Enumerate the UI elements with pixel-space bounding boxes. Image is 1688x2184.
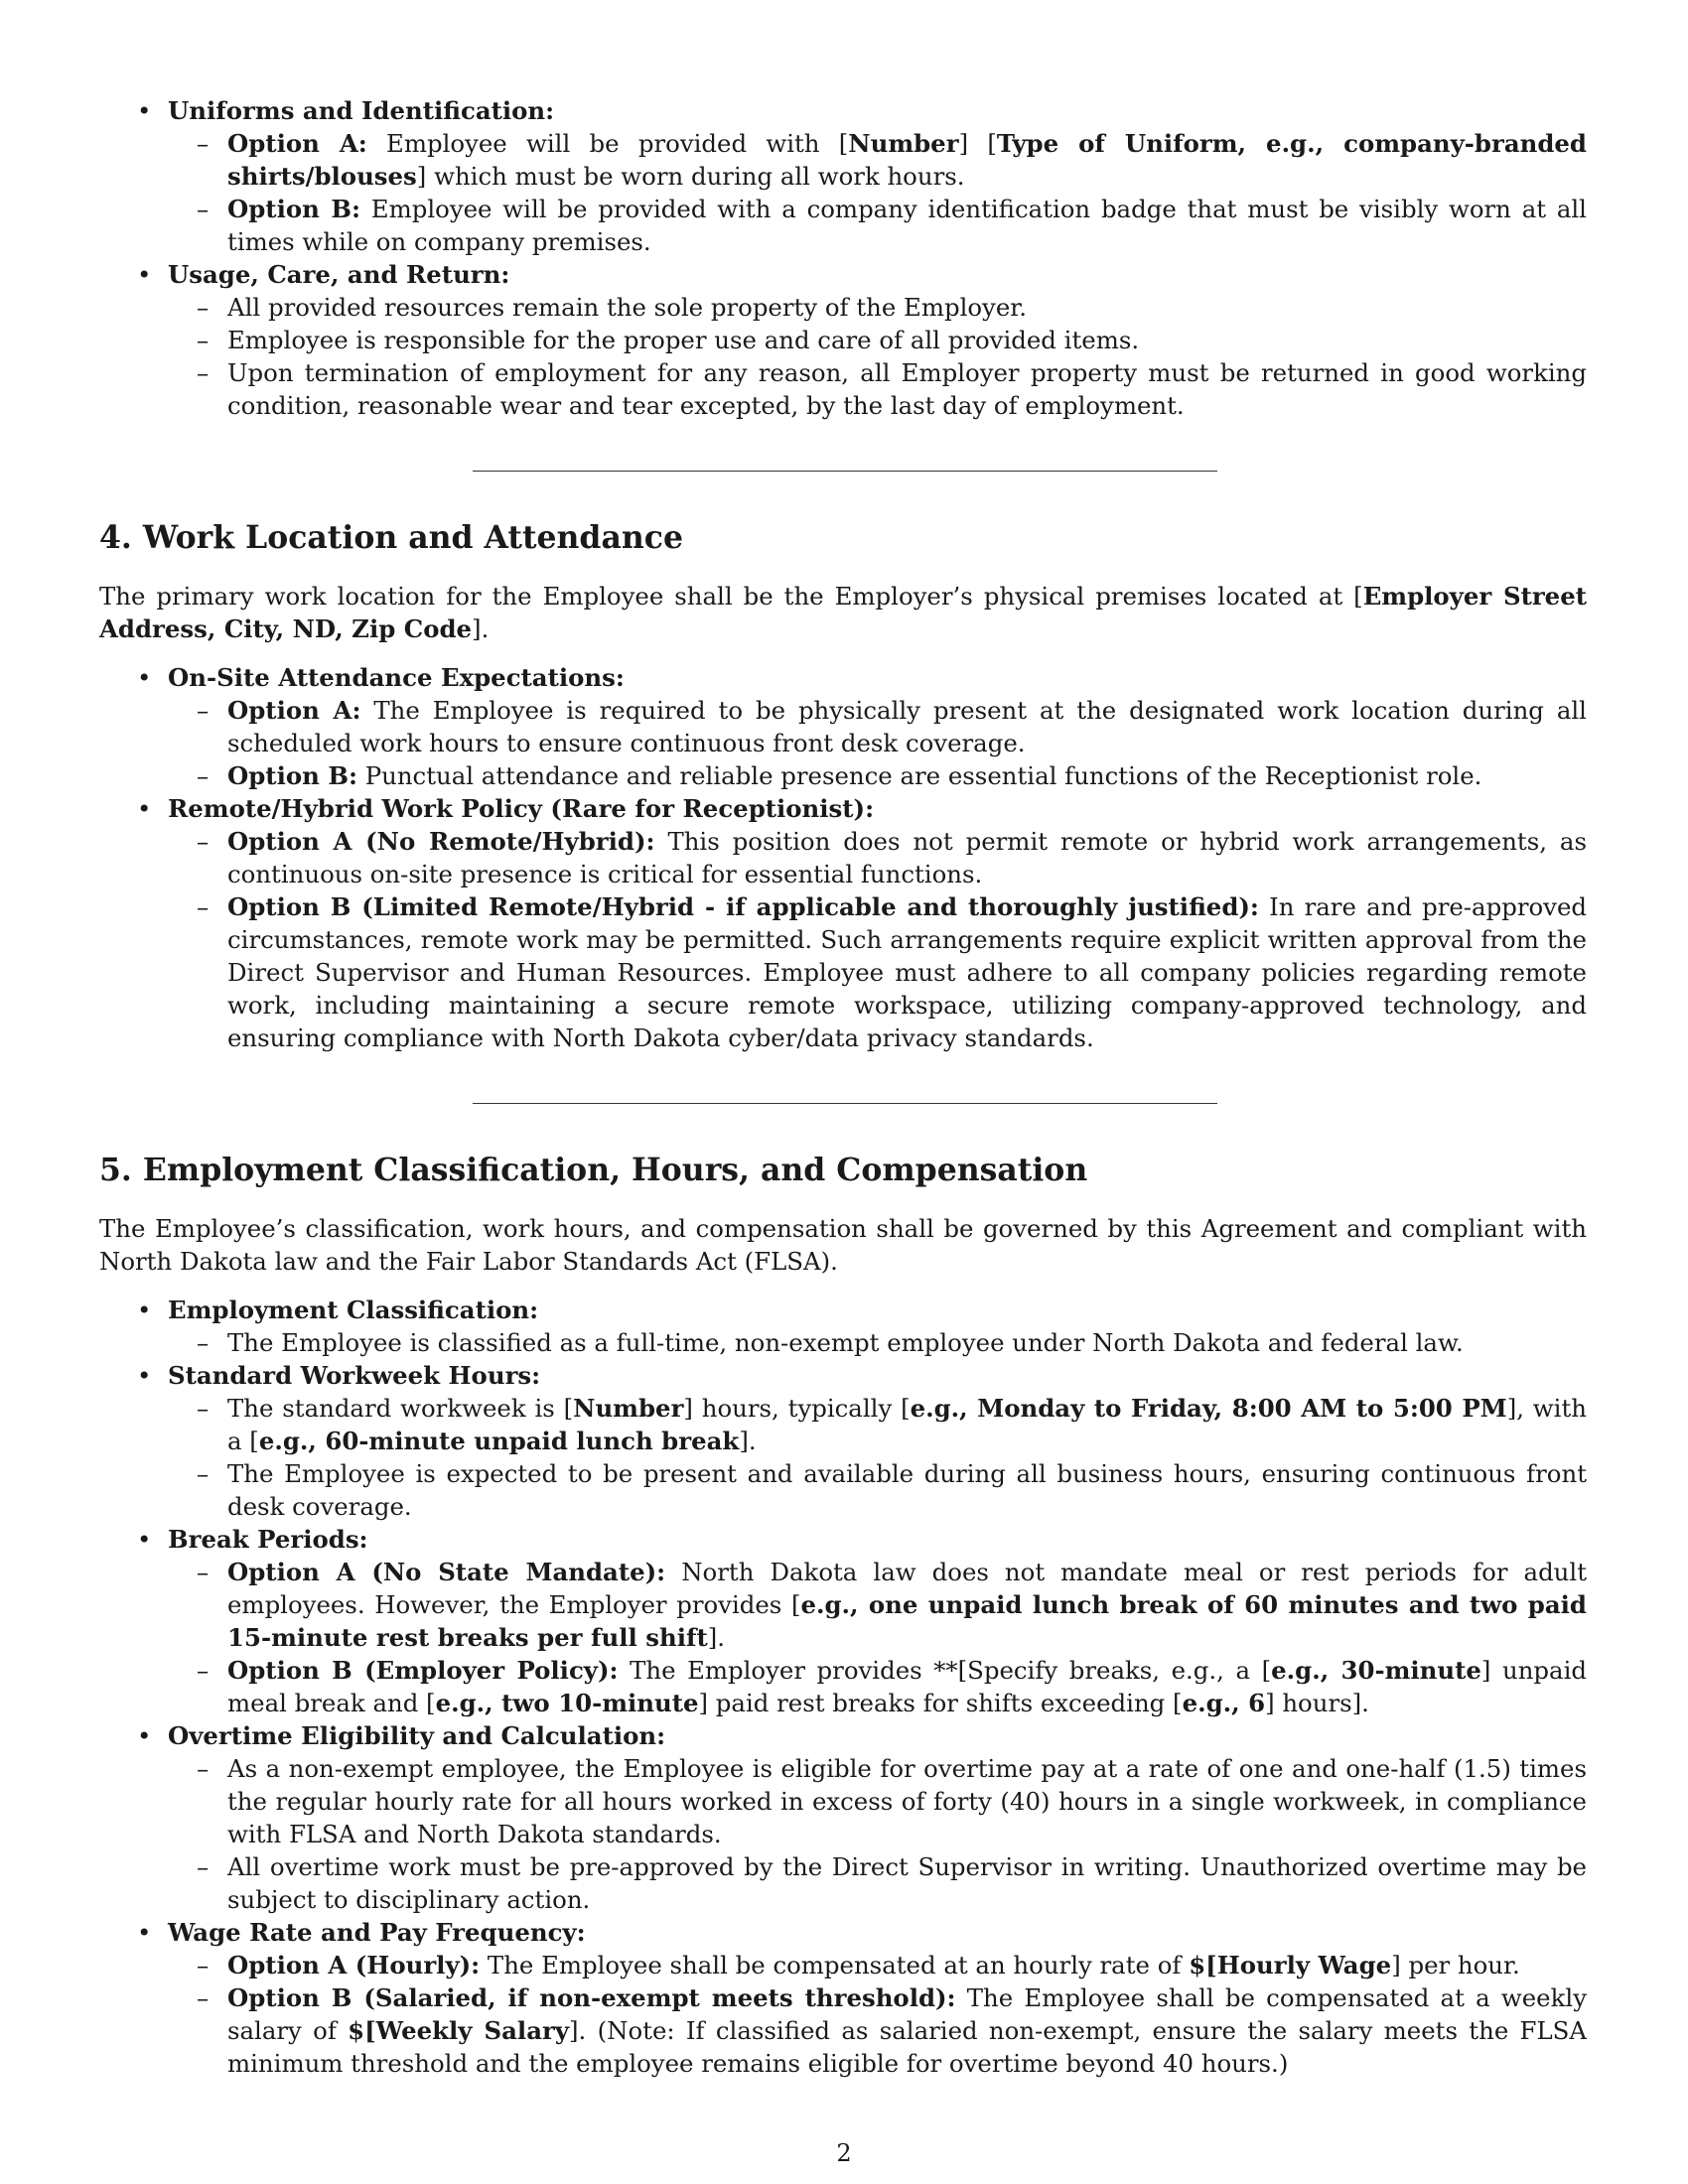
usage-label: Usage, Care, and Return: (168, 260, 510, 289)
remote-label: Remote/Hybrid Work Policy (Rare for Receptionist): (168, 794, 875, 823)
section4-list (99, 661, 1587, 1054)
breaks-option-b: – Option B (Employer Policy): The Employer provides **[Specify breaks, e.g., a [e.g., 30-minute] unpaid meal break and [e.g., two 10-minute] paid rest breaks for shifts exceeding [e.g., 6] hours]. (168, 1654, 1587, 1719)
document-page (99, 94, 1587, 2080)
wage-item: • Wage Rate and Pay Frequency: – Option A (Hourly): The Employee shall be compensated at an hourly rate of $[Hourly Wage] per hour. – Option B (Salaried, if non-exempt meets threshold): The Employee shall be compensated at a weekly salary of $[Weekly Salary]. (Note: If classified as salaried non-exempt, ensure the salary meets the FLSA minimum threshold and the employee remains eligible for overtime beyond 40 hours.) (99, 1916, 1587, 2080)
uniforms-item (99, 94, 1587, 258)
remote-item (99, 792, 1587, 1054)
workweek-point: – The Employee is expected to be present and available during all business hours, ensuring continuous front desk coverage. (168, 1457, 1587, 1523)
section-divider (473, 1103, 1217, 1104)
overtime-item: • Overtime Eligibility and Calculation: – As a non-exempt employee, the Employee is eligible for overtime pay at a rate of one and one-half (1.5) times the regular hourly rate for all hours worked in excess of forty (40) hours in a single workweek, in compliance with FLSA and North Dakota standards. – All overtime work must be pre-approved by the Direct Supervisor in writing. Unauthorized overtime may be subject to disciplinary action. (99, 1719, 1587, 1916)
uniforms-option-b: – Option B: Employee will be provided with a company identification badge that must be visibly worn at all times while on company premises. (168, 193, 1587, 258)
section5-list (99, 1294, 1587, 2080)
section4-heading: 4. Work Location and Attendance (99, 519, 683, 556)
workweek-item: • Standard Workweek Hours: – The standard workweek is [Number] hours, typically [e.g., Monday to Friday, 8:00 AM to 5:00 PM], with a [e.g., 60-minute unpaid lunch break]. – The Employee is expected to be present and available during all business hours, ensuring continuous front desk coverage. (99, 1359, 1587, 1523)
section4-intro: The primary work location for the Employee shall be the Employer’s physical premises located at [Employer Street Address, City, ND, Zip Code]. (99, 582, 1587, 643)
wage-option-b: – Option B (Salaried, if non-exempt meets threshold): The Employee shall be compensated at a weekly salary of $[Weekly Salary]. (Note: If classified as salaried non-exempt, ensure the salary meets the FLSA minimum threshold and the employee remains eligible for overtime beyond 40 hours.) (168, 1981, 1587, 2080)
onsite-label: On-Site Attendance Expectations: (168, 663, 625, 692)
wage-option-a: – Option A (Hourly): The Employee shall be compensated at an hourly rate of $[Hourly Wage] per hour. (168, 1949, 1587, 1981)
section5-intro: The Employee’s classification, work hours, and compensation shall be governed by this Agreement and compliant with North Dakota law and the Fair Labor Standards Act (FLSA). (99, 1214, 1587, 1276)
classification-point: – The Employee is classified as a full-time, non-exempt employee under North Dakota and federal law. (168, 1326, 1587, 1359)
uniforms-label: Uniforms and Identification: (168, 96, 555, 125)
uniforms-option-a: – Option A: Employee will be provided with [Number] [Type of Uniform, e.g., company-branded shirts/blouses] which must be worn during all work hours. (168, 127, 1587, 193)
section-divider (473, 471, 1217, 472)
overtime-point: – All overtime work must be pre-approved by the Direct Supervisor in writing. Unauthorized overtime may be subject to disciplinary action. (168, 1850, 1587, 1916)
overtime-point: – As a non-exempt employee, the Employee is eligible for overtime pay at a rate of one and one-half (1.5) times the regular hourly rate for all hours worked in excess of forty (40) hours in a single workweek, in compliance with FLSA and North Dakota standards. (168, 1752, 1587, 1850)
page-number: 2 (836, 2139, 852, 2167)
classification-item: • Employment Classification: – The Employee is classified as a full-time, non-exempt employee under North Dakota and federal law. (99, 1294, 1587, 1359)
section3-list (99, 94, 1587, 422)
remote-option-a: – Option A (No Remote/Hybrid): This position does not permit remote or hybrid work arrangements, as continuous on-site presence is critical for essential functions. (168, 825, 1587, 890)
onsite-option-b: – Option B: Punctual attendance and reliable presence are essential functions of the Receptionist role. (168, 759, 1587, 792)
usage-point: – Upon termination of employment for any reason, all Employer property must be returned in good working condition, reasonable wear and tear excepted, by the last day of employment. (168, 356, 1587, 422)
usage-point: – All provided resources remain the sole property of the Employer. (168, 291, 1587, 324)
breaks-option-a: – Option A (No State Mandate): North Dakota law does not mandate meal or rest periods for adult employees. However, the Employer provides [e.g., one unpaid lunch break of 60 minutes and two paid 15-minute rest breaks per full shift]. (168, 1556, 1587, 1654)
breaks-item: • Break Periods: – Option A (No State Mandate): North Dakota law does not mandate meal or rest periods for adult employees. However, the Employer provides [e.g., one unpaid lunch break of 60 minutes and two paid 15-minute rest breaks per full shift]. – Option B (Employer Policy): The Employer provides **[Specify breaks, e.g., a [e.g., 30-minute] unpaid meal break and [e.g., two 10-minute] paid rest breaks for shifts exceeding [e.g., 6] hours]. (99, 1523, 1587, 1719)
onsite-item (99, 661, 1587, 792)
section5-heading: 5. Employment Classification, Hours, and Compensation (99, 1152, 1088, 1188)
usage-point: – Employee is responsible for the proper use and care of all provided items. (168, 324, 1587, 356)
workweek-point: – The standard workweek is [Number] hours, typically [e.g., Monday to Friday, 8:00 AM to 5:00 PM], with a [e.g., 60-minute unpaid lunch break]. (168, 1392, 1587, 1457)
usage-item (99, 258, 1587, 422)
onsite-option-a: – Option A: The Employee is required to be physically present at the designated work location during all scheduled work hours to ensure continuous front desk coverage. (168, 694, 1587, 759)
remote-option-b: – Option B (Limited Remote/Hybrid - if applicable and thoroughly justified): In rare and pre-approved circumstances, remote work may be permitted. Such arrangements require explicit written approval from the Direct Supervisor and Human Resources. Employee must adhere to all company policies regarding remote work, including maintaining a secure remote workspace, utilizing company-approved technology, and ensuring compliance with North Dakota cyber/data privacy standards. (168, 890, 1587, 1054)
